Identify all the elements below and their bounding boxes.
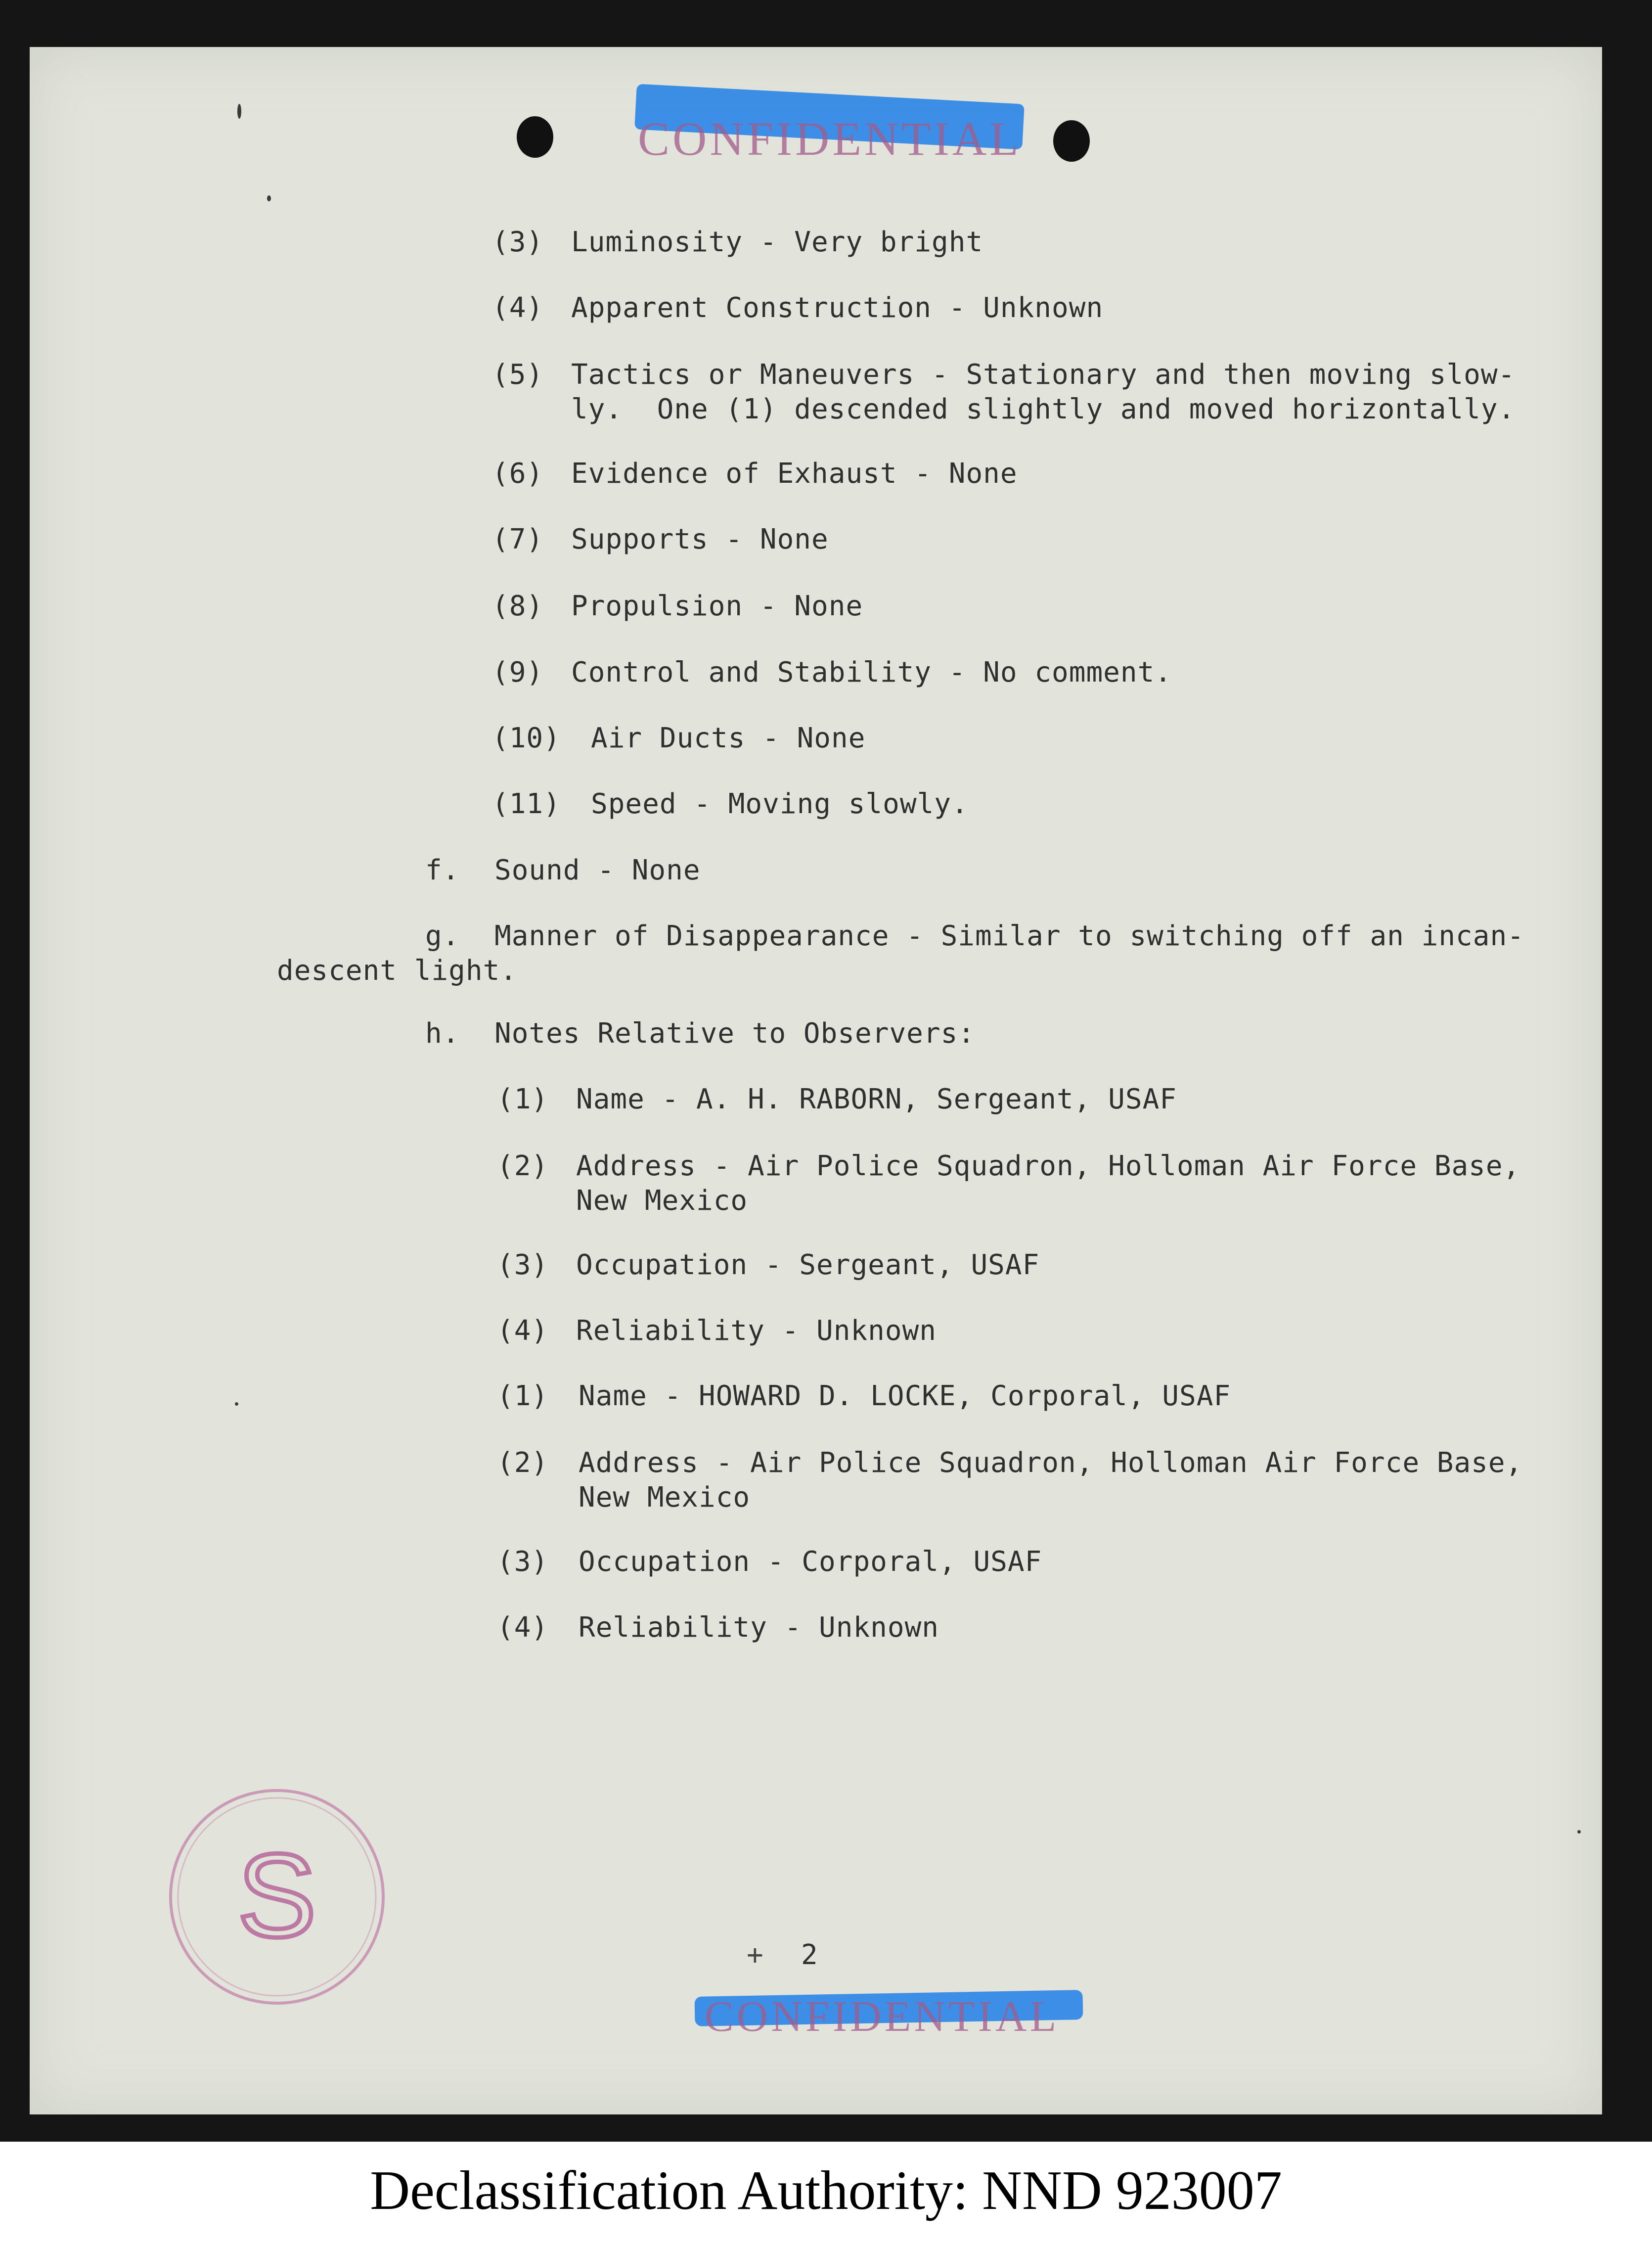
speck [267, 195, 271, 201]
circled-s-stamp [161, 1781, 393, 2013]
obs-text: Luminosity - Very bright [571, 226, 983, 258]
obs-num: (10) [492, 722, 561, 754]
obs-num: (8) [492, 590, 544, 622]
obs-num: (6) [492, 458, 544, 490]
obs-num: (9) [492, 656, 544, 688]
obs-text: Supports - None [571, 523, 829, 555]
observer2-num: (4) [497, 1611, 549, 1644]
obs-text: Control and Stability - No comment. [571, 656, 1172, 688]
obs-num: (3) [492, 226, 544, 258]
observer1-occupation: Occupation - Sergeant, USAF [576, 1249, 1040, 1281]
page-number-cross: + [747, 1939, 764, 1971]
observer2-address: Address - Air Police Squadron, Holloman Air Force Base, [579, 1447, 1523, 1479]
observer2-address-cont: New Mexico [579, 1481, 751, 1514]
obs-text: Propulsion - None [571, 590, 863, 622]
punch-hole-left [517, 116, 553, 158]
section-letter-f: f. [425, 854, 460, 886]
obs-text: Tactics or Maneuvers - Stationary and then moving slow- [571, 359, 1516, 391]
observer2-reliability: Reliability - Unknown [579, 1611, 939, 1644]
observer2-name: Name - HOWARD D. LOCKE, Corporal, USAF [579, 1380, 1231, 1412]
section-letter-h: h. [425, 1017, 460, 1050]
classification-stamp-bottom: CONFIDENTIAL [705, 1993, 1060, 2041]
observer1-address-cont: New Mexico [576, 1185, 748, 1217]
observer1-num: (4) [497, 1315, 549, 1347]
observer1-name: Name - A. H. RABORN, Sergeant, USAF [576, 1083, 1177, 1115]
obs-num: (5) [492, 359, 544, 391]
obs-text-cont: ly. One (1) descended slightly and moved horizontally. [571, 393, 1516, 425]
document-page [30, 47, 1602, 2114]
obs-num: (4) [492, 292, 544, 324]
section-f-text: Sound - None [494, 854, 701, 886]
classification-stamp-top: CONFIDENTIAL [638, 112, 1022, 165]
declassification-footer: Declassification Authority: NND 923007 [370, 2160, 1282, 2221]
observer2-occupation: Occupation - Corporal, USAF [579, 1546, 1042, 1578]
obs-num: (11) [492, 788, 561, 820]
punch-hole-right [1053, 120, 1090, 162]
obs-text: Air Ducts - None [591, 722, 866, 754]
section-letter-g: g. [425, 920, 460, 952]
speck [237, 104, 241, 119]
obs-num: (7) [492, 523, 544, 555]
observer1-address: Address - Air Police Squadron, Holloman Air Force Base, [576, 1150, 1520, 1182]
observer2-num: (1) [497, 1380, 549, 1412]
obs-text: Speed - Moving slowly. [591, 788, 969, 820]
section-g-text-cont: descent light. [277, 955, 518, 987]
observer1-num: (3) [497, 1249, 549, 1281]
observer1-num: (2) [497, 1150, 549, 1182]
observer2-num: (3) [497, 1546, 549, 1578]
section-g-text: Manner of Disappearance - Similar to switching off an incan- [494, 920, 1524, 952]
observer1-num: (1) [497, 1083, 549, 1115]
observer1-reliability: Reliability - Unknown [576, 1315, 937, 1347]
speck [235, 1402, 238, 1406]
page-number: 2 [801, 1939, 818, 1971]
section-h-text: Notes Relative to Observers: [494, 1017, 976, 1050]
speck [1577, 1830, 1581, 1834]
stamp-letter: S [237, 1829, 317, 1962]
obs-text: Apparent Construction - Unknown [571, 292, 1104, 324]
obs-text: Evidence of Exhaust - None [571, 458, 1018, 490]
observer2-num: (2) [497, 1447, 549, 1479]
